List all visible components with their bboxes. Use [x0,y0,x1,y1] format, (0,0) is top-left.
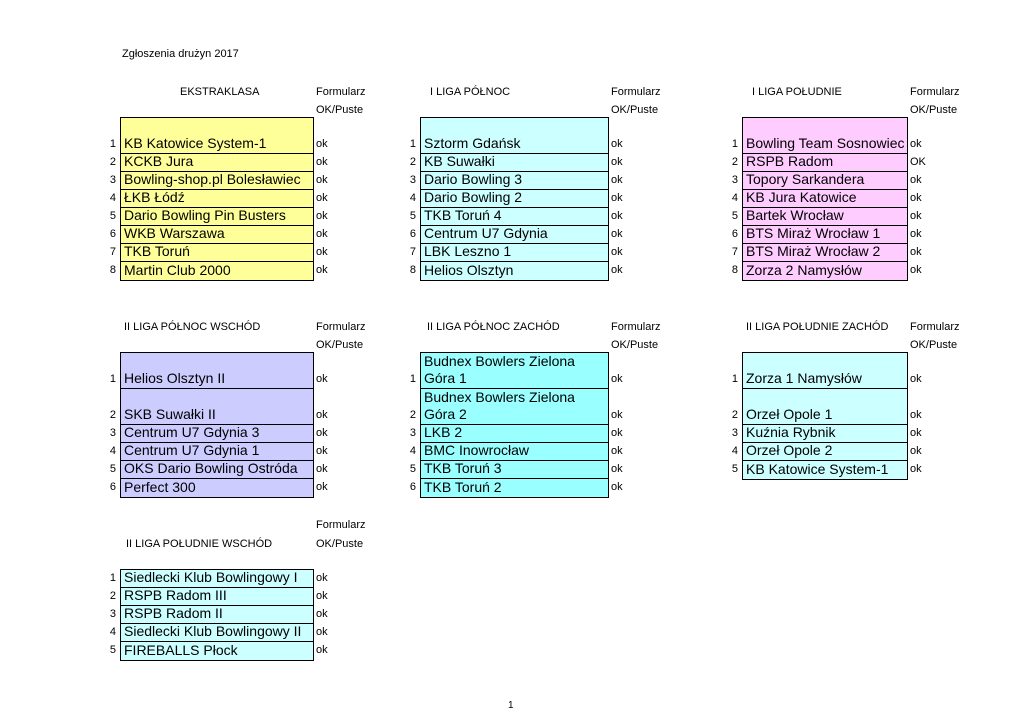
form-column-header: Formularz [611,86,661,98]
row-number: 5 [109,644,116,656]
team-name: TKB Toruń 2 [424,479,502,495]
team-row [121,262,313,280]
form-status: ok [611,373,623,385]
form-status: ok [910,138,922,150]
team-name: RSPB Radom [746,153,834,169]
team-row [421,353,608,389]
form-status: ok [316,246,328,258]
form-column-header: Formularz [316,519,366,531]
team-row [121,624,313,642]
form-column-subheader: OK/Puste [316,538,364,550]
row-number: 3 [109,427,116,439]
team-row [121,461,313,479]
row-number: 5 [731,463,738,475]
row-number: 5 [409,210,416,222]
league-title: II LIGA POŁUDNIE WSCHÓD [126,538,273,550]
row-number: 6 [109,228,116,240]
teams-table [120,569,314,661]
form-column-header: Formularz [910,86,960,98]
team-name: OKS Dario Bowling Ostróda [124,460,298,476]
team-name: Sztorm Gdańsk [424,135,521,151]
team-name: KB Suwałki [424,153,495,169]
team-name: ŁKB Łódź [124,189,185,205]
form-status: OK [910,156,926,168]
row-number: 4 [109,445,116,457]
teams-table [420,352,609,498]
form-status: ok [611,156,623,168]
team-row [743,244,907,262]
form-column-subheader: OK/Puste [611,339,659,351]
row-number: 4 [409,445,416,457]
team-row [121,226,313,244]
row-number: 8 [409,264,416,276]
form-column-subheader: OK/Puste [316,339,364,351]
row-number: 8 [731,264,738,276]
row-number: 7 [731,246,738,258]
league-title: I LIGA PÓŁNOC [430,86,511,98]
row-number: 4 [409,192,416,204]
team-row [121,389,313,425]
form-status: ok [316,608,328,620]
row-number: 4 [109,192,116,204]
form-status: ok [910,463,922,475]
team-row [421,443,608,461]
league-title: II LIGA PÓŁNOC ZACHÓD [427,321,560,333]
team-row [743,118,907,154]
form-column-subheader: OK/Puste [316,104,364,116]
team-row [743,262,907,280]
row-number: 5 [109,210,116,222]
team-name: Orzeł Opole 2 [746,442,833,458]
team-name: Bartek Wrocław [746,207,844,223]
document-title: Zgłoszenia drużyn 2017 [122,48,239,60]
row-number: 1 [109,572,116,584]
team-row [421,425,608,443]
form-status: ok [316,463,328,475]
team-row [743,461,907,479]
form-status: ok [316,644,328,656]
team-name: Orzeł Opole 1 [746,406,833,422]
form-column-header: Formularz [316,86,366,98]
team-name: KB Katowice System-1 [746,461,889,477]
team-row [121,443,313,461]
form-status: ok [611,228,623,240]
form-status: ok [316,572,328,584]
form-status: ok [611,445,623,457]
form-status: ok [611,210,623,222]
form-status: ok [316,427,328,439]
team-row [743,443,907,461]
team-row [421,154,608,172]
team-name: SKB Suwałki II [124,406,216,422]
row-number: 3 [409,174,416,186]
row-number: 3 [731,174,738,186]
form-column-header: Formularz [316,321,366,333]
form-status: ok [910,409,922,421]
team-row [743,208,907,226]
row-number: 4 [109,626,116,638]
form-status: ok [316,481,328,493]
team-name: RSPB Radom II [124,605,223,621]
form-status: ok [316,192,328,204]
teams-table [420,117,609,281]
row-number: 5 [409,463,416,475]
form-status: ok [910,264,922,276]
form-status: ok [611,481,623,493]
form-status: ok [316,228,328,240]
form-status: ok [316,174,328,186]
form-status: ok [611,174,623,186]
team-row [121,244,313,262]
league-title: EKSTRAKLASA [180,86,260,98]
team-row [421,172,608,190]
form-status: ok [910,228,922,240]
row-number: 5 [731,210,738,222]
team-row [743,154,907,172]
form-column-header: Formularz [611,321,661,333]
row-number: 1 [731,373,738,385]
form-status: ok [316,373,328,385]
row-number: 1 [731,138,738,150]
team-name: KCKB Jura [124,153,194,169]
form-column-header: Formularz [910,321,960,333]
team-row [121,208,313,226]
team-name: LKB 2 [424,424,463,440]
team-name: BMC Inowrocław [424,442,530,458]
league-title: II LIGA PÓŁNOC WSCHÓD [124,321,261,333]
row-number: 6 [109,481,116,493]
team-name: Bowling Team Sosnowiec [746,135,905,151]
row-number: 2 [409,409,416,421]
form-status: ok [611,138,623,150]
team-row [121,588,313,606]
page-number: 1 [508,700,514,711]
form-status: ok [316,156,328,168]
form-status: ok [910,373,922,385]
team-name: Topory Sarkandera [746,171,865,187]
team-row [421,190,608,208]
team-name: Helios Olsztyn II [124,370,226,386]
teams-table [742,117,908,281]
row-number: 1 [109,138,116,150]
team-name: BTS Miraż Wrocław 2 [746,243,881,259]
form-status: ok [611,463,623,475]
form-status: ok [910,445,922,457]
form-status: ok [611,409,623,421]
row-number: 1 [409,373,416,385]
row-number: 1 [409,138,416,150]
team-name: KB Katowice System-1 [124,135,267,151]
row-number: 7 [109,246,116,258]
row-number: 5 [109,463,116,475]
row-number: 3 [109,608,116,620]
form-status: ok [316,626,328,638]
team-row [121,606,313,624]
form-status: ok [910,174,922,186]
team-row [121,642,313,660]
team-name: TKB Toruń [124,243,190,259]
team-row [421,461,608,479]
form-status: ok [316,210,328,222]
form-column-subheader: OK/Puste [611,104,659,116]
team-name: RSPB Radom III [124,587,227,603]
team-row [743,425,907,443]
team-name: Bowling-shop.pl Bolesławiec [124,171,301,187]
team-row [743,353,907,389]
team-name: Centrum U7 Gdynia 1 [124,442,260,458]
team-name: Dario Bowling Pin Busters [124,207,286,223]
team-row [121,154,313,172]
team-row [421,244,608,262]
teams-table [120,352,314,498]
teams-table [120,117,314,281]
team-row [743,226,907,244]
form-status: ok [316,445,328,457]
row-number: 8 [109,264,116,276]
team-name: WKB Warszawa [124,225,225,241]
team-name: Dario Bowling 3 [424,171,523,187]
team-name: Centrum U7 Gdynia [424,225,548,241]
form-status: ok [316,590,328,602]
form-status: ok [910,246,922,258]
team-name: Kuźnia Rybnik [746,424,836,440]
league-title: II LIGA POŁUDNIE ZACHÓD [746,321,889,333]
form-column-subheader: OK/Puste [910,104,958,116]
team-name: LBK Leszno 1 [424,243,512,259]
team-name: Siedlecki Klub Bowlingowy I [124,569,298,585]
league-title: I LIGA POŁUDNIE [752,86,842,98]
form-status: ok [611,192,623,204]
team-row [121,570,313,588]
team-row [743,172,907,190]
form-status: ok [910,427,922,439]
row-number: 6 [409,228,416,240]
team-row [421,262,608,280]
row-number: 6 [409,481,416,493]
row-number: 1 [109,373,116,385]
team-row [121,190,313,208]
team-row [121,172,313,190]
team-name: Martin Club 2000 [124,262,231,278]
form-status: ok [316,138,328,150]
form-status: ok [611,427,623,439]
team-row [121,353,313,389]
form-status: ok [316,264,328,276]
form-status: ok [910,192,922,204]
team-name: BTS Miraż Wrocław 1 [746,225,881,241]
team-name: KB Jura Katowice [746,189,857,205]
row-number: 6 [731,228,738,240]
form-status: ok [611,246,623,258]
team-name: Budnex Bowlers Zielona Góra 2 [424,389,575,422]
row-number: 2 [731,409,738,421]
team-name: TKB Toruń 4 [424,207,502,223]
row-number: 4 [731,445,738,457]
team-name: FIREBALLS Płock [124,642,238,658]
team-name: Zorza 2 Namysłów [746,262,862,278]
team-name: Dario Bowling 2 [424,189,523,205]
team-row [421,389,608,425]
team-name: Perfect 300 [124,479,196,495]
team-name: Centrum U7 Gdynia 3 [124,424,260,440]
row-number: 3 [409,427,416,439]
team-row [121,425,313,443]
row-number: 2 [409,156,416,168]
team-name: Budnex Bowlers Zielona Góra 1 [424,353,575,386]
team-name: TKB Toruń 3 [424,460,502,476]
team-row [421,118,608,154]
form-column-subheader: OK/Puste [910,339,958,351]
row-number: 2 [109,409,116,421]
form-status: ok [611,264,623,276]
team-name: Helios Olsztyn [424,262,514,278]
team-row [421,208,608,226]
team-name: Siedlecki Klub Bowlingowy II [124,623,302,639]
row-number: 2 [731,156,738,168]
team-row [121,479,313,497]
teams-table [742,352,908,480]
form-status: ok [910,210,922,222]
team-row [421,226,608,244]
team-row [121,118,313,154]
team-row [743,389,907,425]
row-number: 2 [109,156,116,168]
team-row [421,479,608,497]
row-number: 7 [409,246,416,258]
form-status: ok [316,409,328,421]
team-row [743,190,907,208]
team-name: Zorza 1 Namysłów [746,370,862,386]
row-number: 2 [109,590,116,602]
row-number: 4 [731,192,738,204]
row-number: 3 [109,174,116,186]
row-number: 3 [731,427,738,439]
